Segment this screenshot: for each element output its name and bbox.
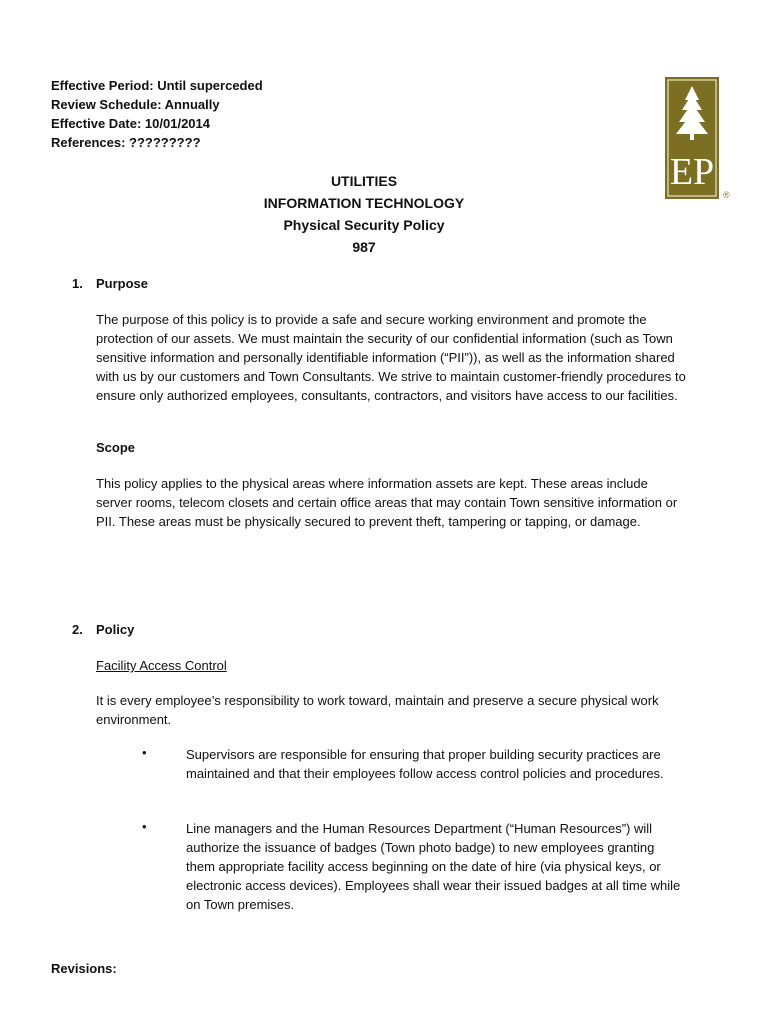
title-department: INFORMATION TECHNOLOGY bbox=[263, 195, 465, 211]
scope-paragraph: This policy applies to the physical areas where information assets are kept. These areas include server rooms, telecom closets and certain office areas that may contain Town sensitive information or PII. These areas must be physically secured to prevent theft, tampering or tapping, or damage. bbox=[96, 476, 678, 529]
revisions-label: Revisions: bbox=[51, 961, 117, 976]
title-policy-name: Physical Security Policy bbox=[283, 217, 445, 233]
references: References: ????????? bbox=[51, 135, 201, 150]
title-utilities: UTILITIES bbox=[330, 173, 398, 189]
purpose-paragraph: The purpose of this policy is to provide a safe and secure working environment and promote the protection of our assets. We must maintain the security of our confidential information (such as Town sensitive information and personally identifiable information (“PII”)), as well as the information shared with us by our customers and Town Consultants. We strive to maintain customer-friendly procedures to ensure only authorized employees, consultants, contractors, and visitors have access to our facilities. bbox=[96, 312, 686, 403]
effective-period: Effective Period: Until superceded bbox=[51, 78, 263, 93]
bullet-icon: • bbox=[142, 745, 147, 760]
review-schedule: Review Schedule: Annually bbox=[51, 97, 220, 112]
document-title-block bbox=[0, 170, 728, 258]
section-1-number: 1. bbox=[72, 276, 83, 291]
registered-mark: ® bbox=[723, 190, 730, 200]
effective-date: Effective Date: 10/01/2014 bbox=[51, 116, 210, 131]
facility-access-control-heading: Facility Access Control bbox=[96, 658, 227, 673]
bullet-item-line-managers: Line managers and the Human Resources Department (“Human Resources”) will authorize the issuance of badges (Town photo badge) to new employees granting them appropriate facility access beginning on the date of hire (via physical keys, or electronic access devices). Employees shall wear their issued badges at all time while on Town premises. bbox=[186, 821, 681, 912]
bullet-icon: • bbox=[142, 819, 147, 834]
section-2-number: 2. bbox=[72, 622, 83, 637]
title-policy-number: 987 bbox=[352, 239, 376, 255]
scope-heading: Scope bbox=[96, 440, 136, 455]
responsibility-paragraph: It is every employee’s responsibility to work toward, maintain and preserve a secure physical work environment. bbox=[96, 693, 659, 727]
section-2-heading: Policy bbox=[96, 622, 135, 637]
section-1-heading: Purpose bbox=[96, 276, 149, 291]
policy-metadata bbox=[51, 76, 263, 152]
logo-letters: EP bbox=[669, 151, 715, 193]
bullet-item-supervisors: Supervisors are responsible for ensuring that proper building security practices are maintained and that their employees follow access control policies and procedures. bbox=[186, 747, 664, 781]
